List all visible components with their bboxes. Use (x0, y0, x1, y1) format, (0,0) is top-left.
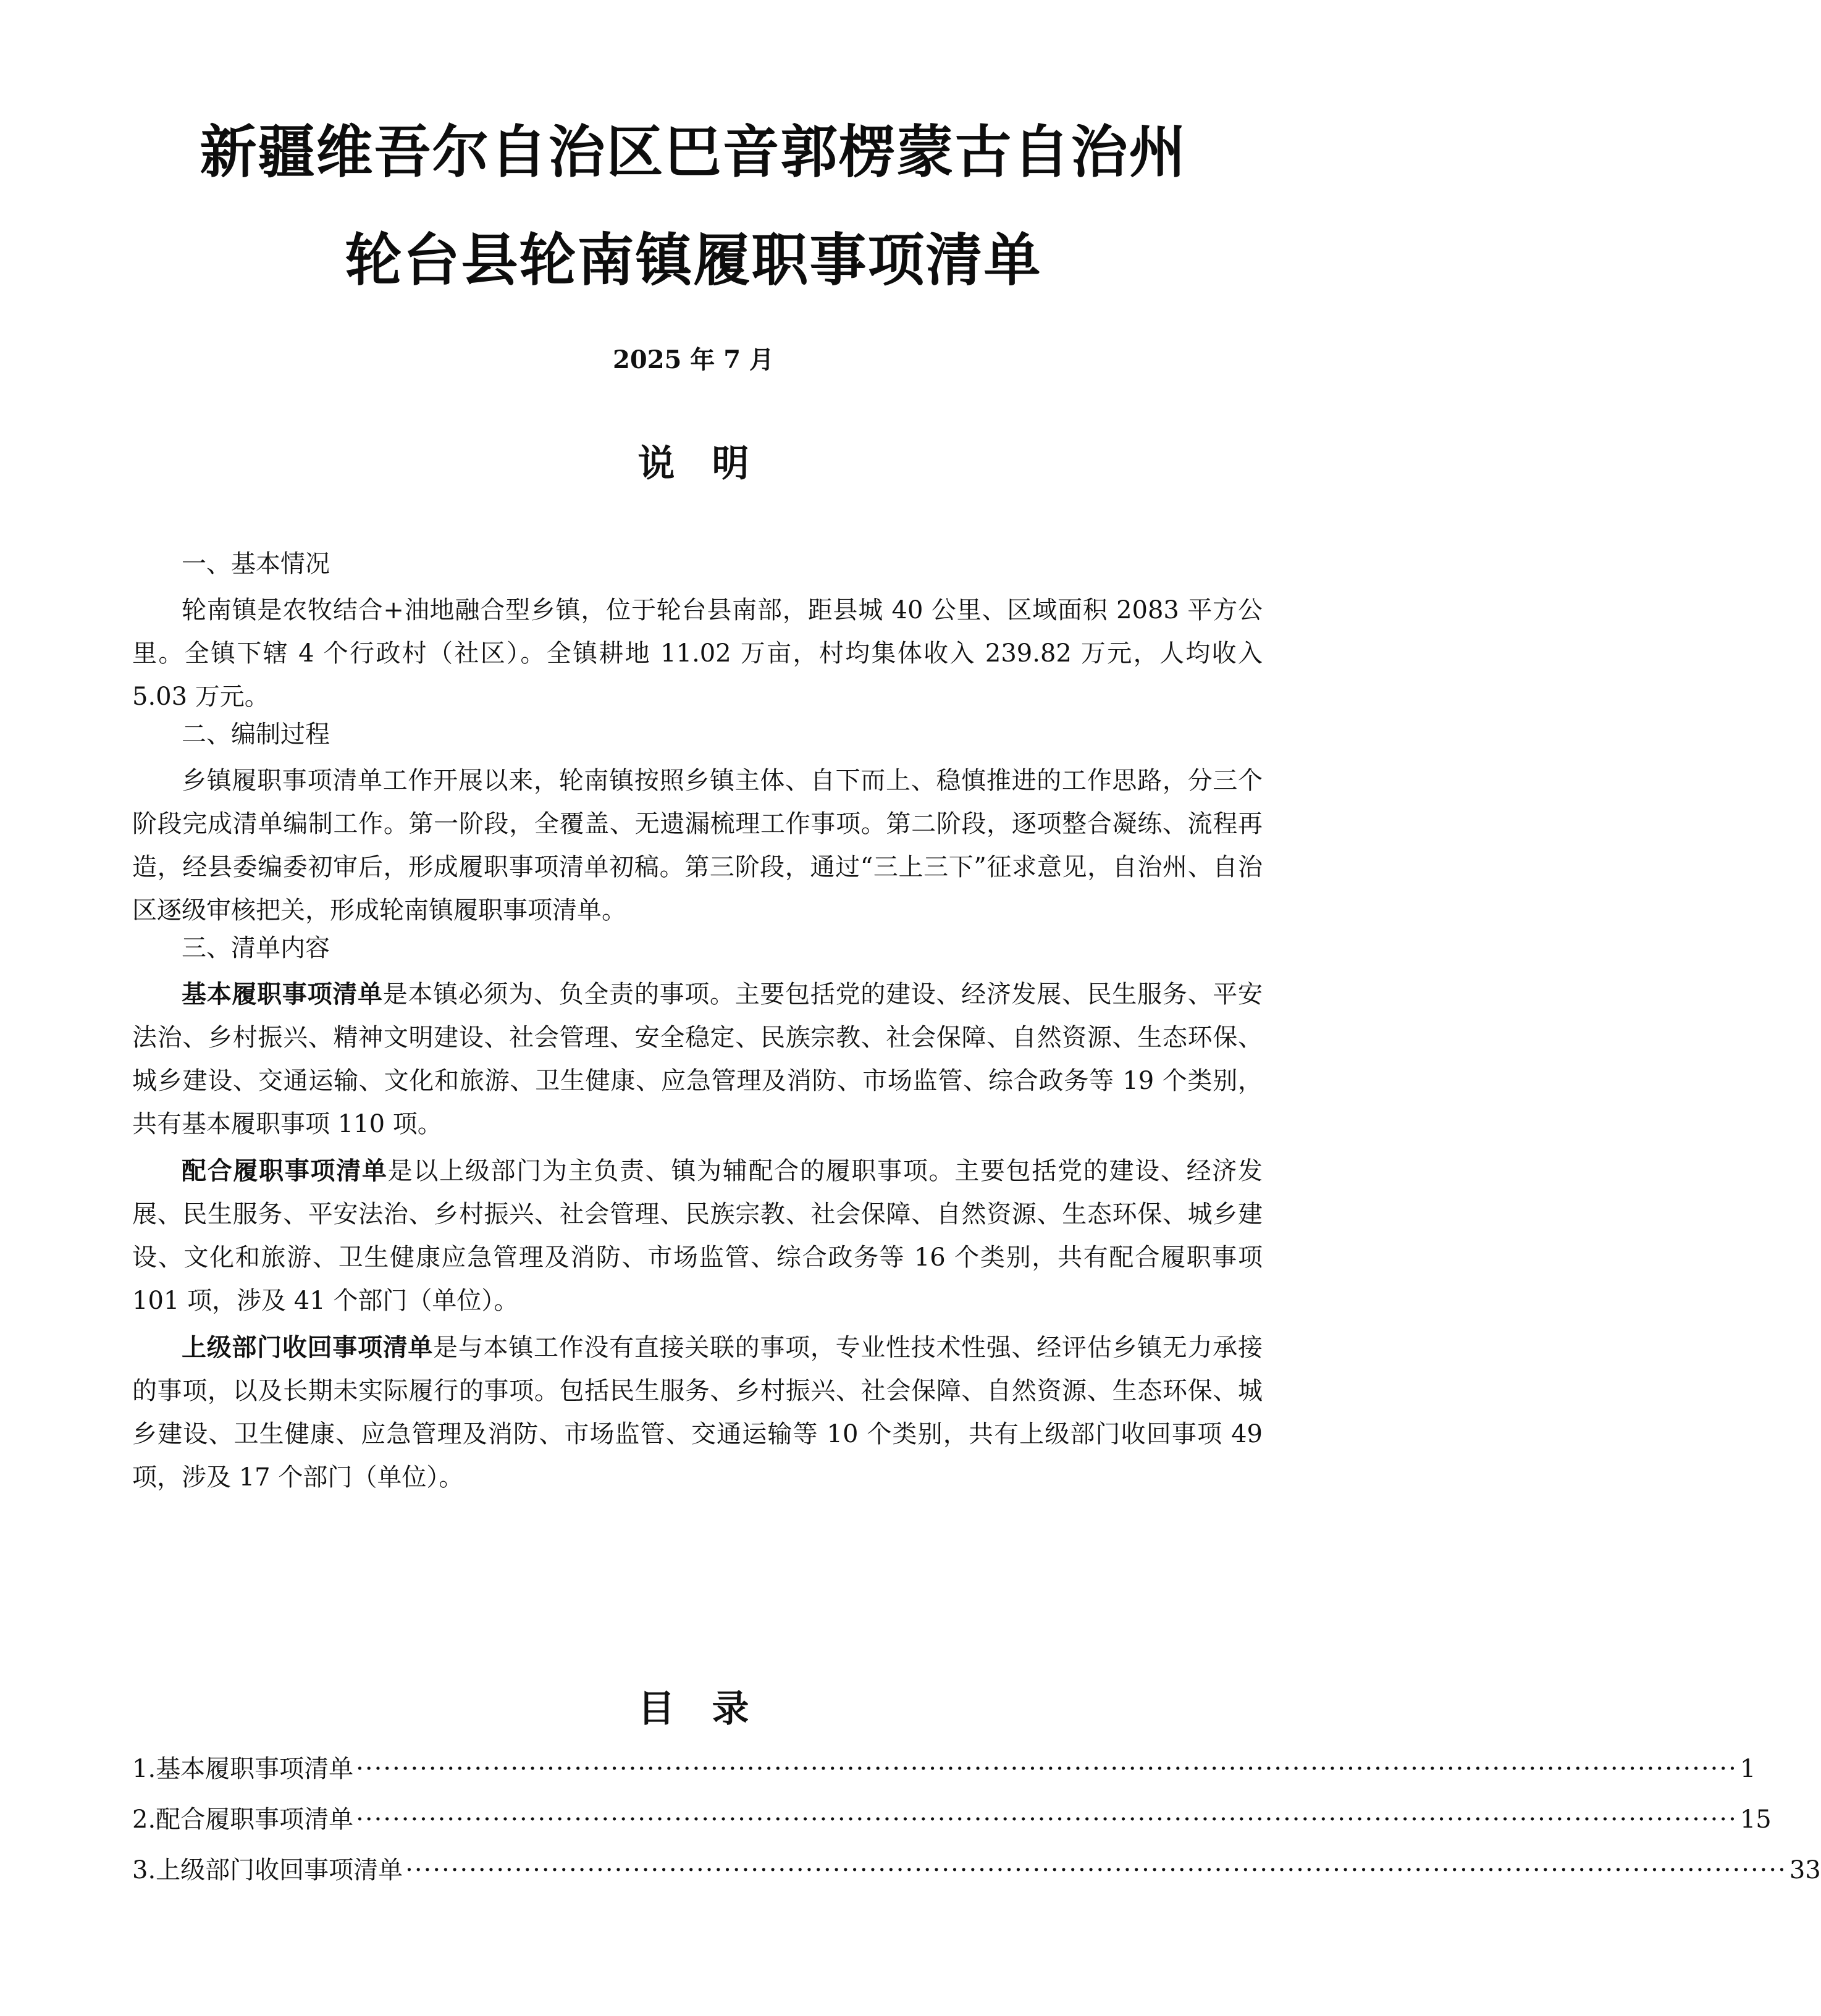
explanation-body (132, 552, 1263, 1503)
section-paragraph-cooperative-list: 配合履职事项清单是以上级部门为主负责、镇为辅配合的履职事项。主要包括党的建设、经济发展、民生服务、平安法治、乡村振兴、社会管理、民族宗教、社会保障、自然资源、生态环保、城乡建设、文化和旅游、卫生健康应急管理及消防、市场监管、综合政务等 16 个类别，共有配合履职事项 101 项，涉及 41 个部门（单位）。 (132, 1156, 1263, 1315)
toc-entry-page: 1 (1739, 1755, 1756, 1783)
toc-heading: 目录 (637, 1687, 786, 1731)
toc-entry-page: 33 (1789, 1856, 1821, 1884)
section-heading-basic: 一、基本情况 (182, 550, 330, 578)
toc-leader-dots: ························································································································································ (356, 1805, 1738, 1834)
toc-entry[interactable] (132, 1856, 1821, 1884)
section-heading-process: 二、编制过程 (182, 720, 330, 749)
document-date: 2025 年 7 月 (613, 345, 774, 374)
section-heading-content: 三、清单内容 (182, 934, 330, 962)
toc-entry-label: 2.配合履职事项清单 (132, 1805, 354, 1834)
toc-entry[interactable] (132, 1805, 1772, 1834)
explanation-heading: 说明 (637, 442, 786, 485)
toc-entry-label: 1.基本履职事项清单 (132, 1755, 354, 1783)
toc-entry[interactable] (132, 1755, 1756, 1783)
section-paragraph-basic-list: 基本履职事项清单是本镇必须为、负全责的事项。主要包括党的建设、经济发展、民生服务、平安法治、乡村振兴、精神文明建设、社会管理、安全稳定、民族宗教、社会保障、自然资源、生态环保、城乡建设、交通运输、文化和旅游、卫生健康、应急管理及消防、市场监管、综合政务等 19 个类别，共有基本履职事项 110 项。 (132, 980, 1263, 1138)
section-paragraph: 乡镇履职事项清单工作开展以来，轮南镇按照乡镇主体、自下而上、稳慎推进的工作思路，分三个阶段完成清单编制工作。第一阶段，全覆盖、无遗漏梳理工作事项。第二阶段，逐项整合凝练、流程再造，经县委编委初审后，形成履职事项清单初稿。第三阶段，通过“三上三下”征求意见，自治州、自治区逐级审核把关，形成轮南镇履职事项清单。 (132, 766, 1263, 925)
section-paragraph: 轮南镇是农牧结合+油地融合型乡镇，位于轮台县南部，距县城 40 公里、区域面积 2083 平方公里。全镇下辖 4 个行政村（社区）。全镇耕地 11.02 万亩，村均集体收入 239.82 万元，人均收入 5.03 万元。 (132, 596, 1263, 711)
document-title-line-1: 新疆维吾尔自治区巴音郭楞蒙古自治州 (200, 119, 1187, 185)
document-title-line-2: 轮台县轮南镇履职事项清单 (345, 227, 1042, 293)
toc-entry-page: 15 (1739, 1805, 1772, 1834)
toc-leader-dots: ························································································································································ (356, 1755, 1738, 1783)
toc-leader-dots: ························································································································································ (405, 1856, 1787, 1884)
section-paragraph-withdrawn-list: 上级部门收回事项清单是与本镇工作没有直接关联的事项，专业性技术性强、经评估乡镇无力承接的事项，以及长期未实际履行的事项。包括民生服务、乡村振兴、社会保障、自然资源、生态环保、城乡建设、卫生健康、应急管理及消防、市场监管、交通运输等 10 个类别，共有上级部门收回事项 49 项，涉及 17 个部门（单位）。 (132, 1333, 1263, 1492)
table-of-contents (132, 1755, 1821, 1909)
toc-entry-label: 3.上级部门收回事项清单 (132, 1856, 403, 1884)
